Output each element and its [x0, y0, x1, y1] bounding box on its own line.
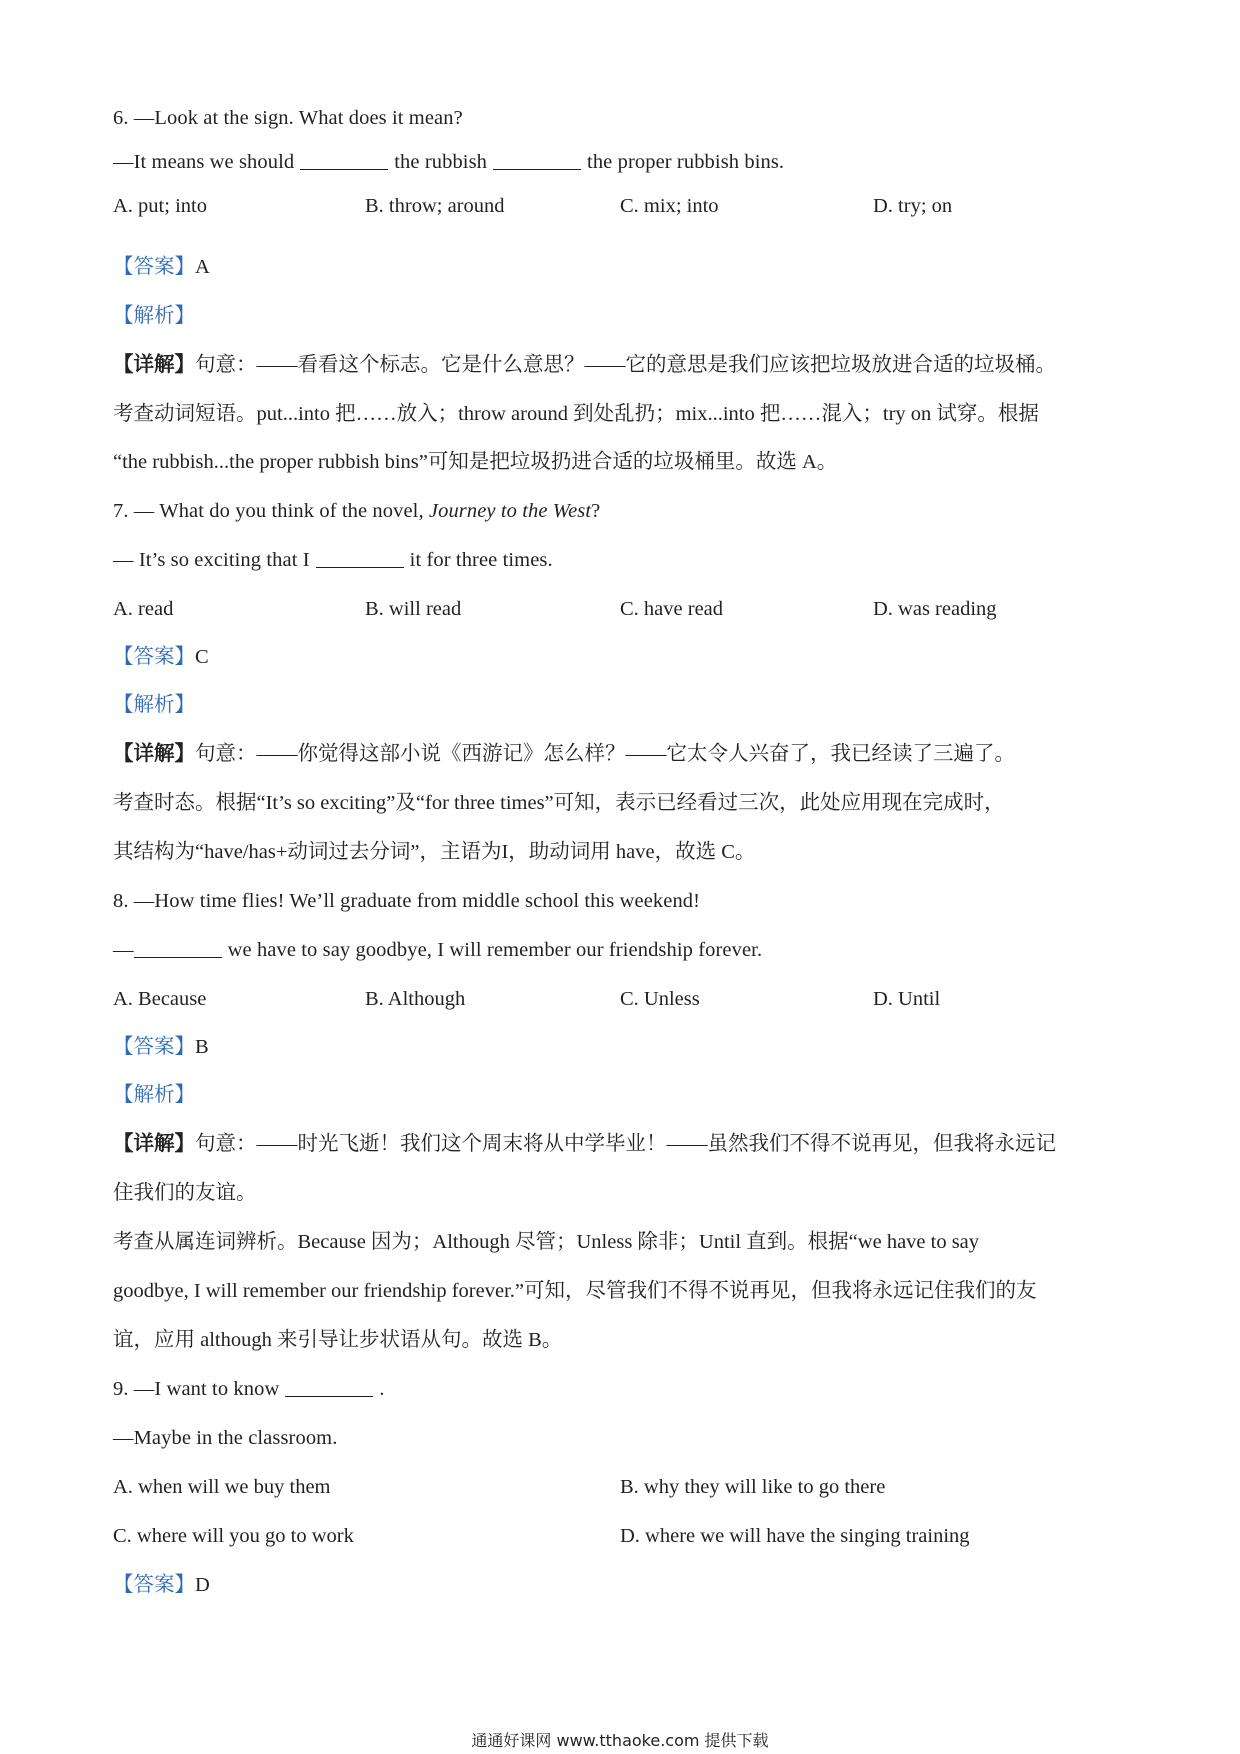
q7-answer-line	[113, 643, 209, 671]
q8-option-b: B. Although	[365, 988, 466, 1010]
q8-blank	[134, 937, 222, 958]
q8-detail-tag: 【详解】	[113, 1133, 195, 1155]
q6-answer-tag: 【答案】	[113, 256, 195, 278]
q8-answer-line	[113, 1033, 209, 1061]
q8-stem2-pre: —	[113, 939, 134, 961]
q6-detail-line1	[113, 351, 1056, 379]
q7-stem2-pre: — It’s so exciting that I	[113, 549, 310, 571]
q8-stem-line1: 8. —How time flies! We’ll graduate from middle school this weekend!	[113, 890, 701, 912]
q9-stem1-pre: 9. —I want to know	[113, 1378, 280, 1400]
q9-answer: D	[195, 1574, 210, 1596]
q6-stem2-pre: —It means we should	[113, 151, 295, 173]
q7-blank	[316, 547, 404, 568]
q6-answer-line	[113, 253, 210, 281]
q8-option-d: D. Until	[873, 988, 941, 1010]
q6-analysis-tag: 【解析】	[113, 305, 195, 327]
q8-option-a: A. Because	[113, 988, 207, 1010]
q8-detail-line3: 考查从属连词辨析。Because 因为；Although 尽管；Unless 除非；Until 直到。根据“we have to say	[113, 1231, 980, 1253]
q6-stem-line2	[113, 148, 784, 176]
q7-stem1-pre: 7. — What do you think of the novel,	[113, 500, 429, 522]
q9-answer-line	[113, 1571, 210, 1599]
q6-blank-2	[493, 149, 581, 170]
q6-detail-text1: 句意：——看看这个标志。它是什么意思？——它的意思是我们应该把垃圾放进合适的垃圾桶。	[195, 354, 1056, 376]
q7-option-a: A. read	[113, 598, 174, 620]
q6-option-b: B. throw; around	[365, 195, 505, 217]
q8-detail-line5: 谊，应用 although 来引导让步状语从句。故选 B。	[113, 1329, 563, 1351]
q7-stem2-post: it for three times.	[409, 549, 553, 571]
q7-option-d: D. was reading	[873, 598, 997, 620]
q7-stem-line2	[113, 546, 553, 574]
q8-answer: B	[195, 1036, 209, 1058]
q9-answer-tag: 【答案】	[113, 1574, 195, 1596]
q9-stem-line1	[113, 1375, 385, 1403]
q9-stem1-post: .	[379, 1378, 385, 1400]
page-footer: 通通好课网 www.tthaoke.com 提供下载	[471, 1731, 769, 1750]
q7-detail-line1	[113, 740, 1015, 768]
q8-analysis-tag: 【解析】	[113, 1084, 195, 1106]
q6-detail-line3: “the rubbish...the proper rubbish bins”可知是把垃圾扔进合适的垃圾桶里。故选 A。	[113, 451, 838, 473]
q6-option-c: C. mix; into	[620, 195, 719, 217]
q8-detail-line1	[113, 1130, 1056, 1158]
q6-detail-line2: 考查动词短语。put...into 把……放入；throw around 到处乱扔；mix...into 把……混入；try on 试穿。根据	[113, 403, 1039, 425]
q7-detail-text1: 句意：——你觉得这部小说《西游记》怎么样？——它太令人兴奋了，我已经读了三遍了。	[195, 743, 1015, 765]
q6-answer: A	[195, 256, 210, 278]
q9-stem-line2: —Maybe in the classroom.	[113, 1427, 338, 1449]
q8-option-c: C. Unless	[620, 988, 700, 1010]
q6-stem-line1: 6. —Look at the sign. What does it mean?	[113, 107, 463, 129]
q9-option-c: C. where will you go to work	[113, 1525, 354, 1547]
q8-detail-line4: goodbye, I will remember our friendship forever.”可知，尽管我们不得不说再见，但我将永远记住我们的友	[113, 1280, 1037, 1302]
q8-stem2-post: we have to say goodbye, I will remember our friendship forever.	[227, 939, 763, 961]
q6-option-a: A. put; into	[113, 195, 207, 217]
q8-detail-text1: 句意：——时光飞逝！我们这个周末将从中学毕业！——虽然我们不得不说再见，但我将永远记	[195, 1133, 1056, 1155]
q7-answer: C	[195, 646, 209, 668]
q7-detail-line3: 其结构为“have/has+动词过去分词”，主语为I，助动词用 have，故选 C。	[113, 841, 756, 863]
q7-analysis-tag: 【解析】	[113, 694, 195, 716]
q9-option-a: A. when will we buy them	[113, 1476, 331, 1498]
q9-option-d: D. where we will have the singing training	[620, 1525, 970, 1547]
q7-stem-line1	[113, 497, 600, 525]
q9-option-b: B. why they will like to go there	[620, 1476, 886, 1498]
q6-stem2-post: the proper rubbish bins.	[587, 151, 785, 173]
q7-answer-tag: 【答案】	[113, 646, 195, 668]
q7-stem1-post: ?	[591, 500, 601, 522]
q6-detail-tag: 【详解】	[113, 354, 195, 376]
q8-detail-line2: 住我们的友谊。	[113, 1182, 257, 1204]
q7-option-c: C. have read	[620, 598, 724, 620]
q8-stem-line2	[113, 936, 762, 964]
q8-answer-tag: 【答案】	[113, 1036, 195, 1058]
q7-detail-tag: 【详解】	[113, 743, 195, 765]
q6-option-d: D. try; on	[873, 195, 953, 217]
q6-stem2-mid: the rubbish	[394, 151, 488, 173]
q6-blank-1	[300, 149, 388, 170]
q7-option-b: B. will read	[365, 598, 462, 620]
q7-novel-title: Journey to the West	[428, 500, 592, 522]
q9-blank	[285, 1376, 373, 1397]
q7-detail-line2: 考查时态。根据“It’s so exciting”及“for three times”可知，表示已经看过三次，此处应用现在完成时，	[113, 792, 1005, 814]
